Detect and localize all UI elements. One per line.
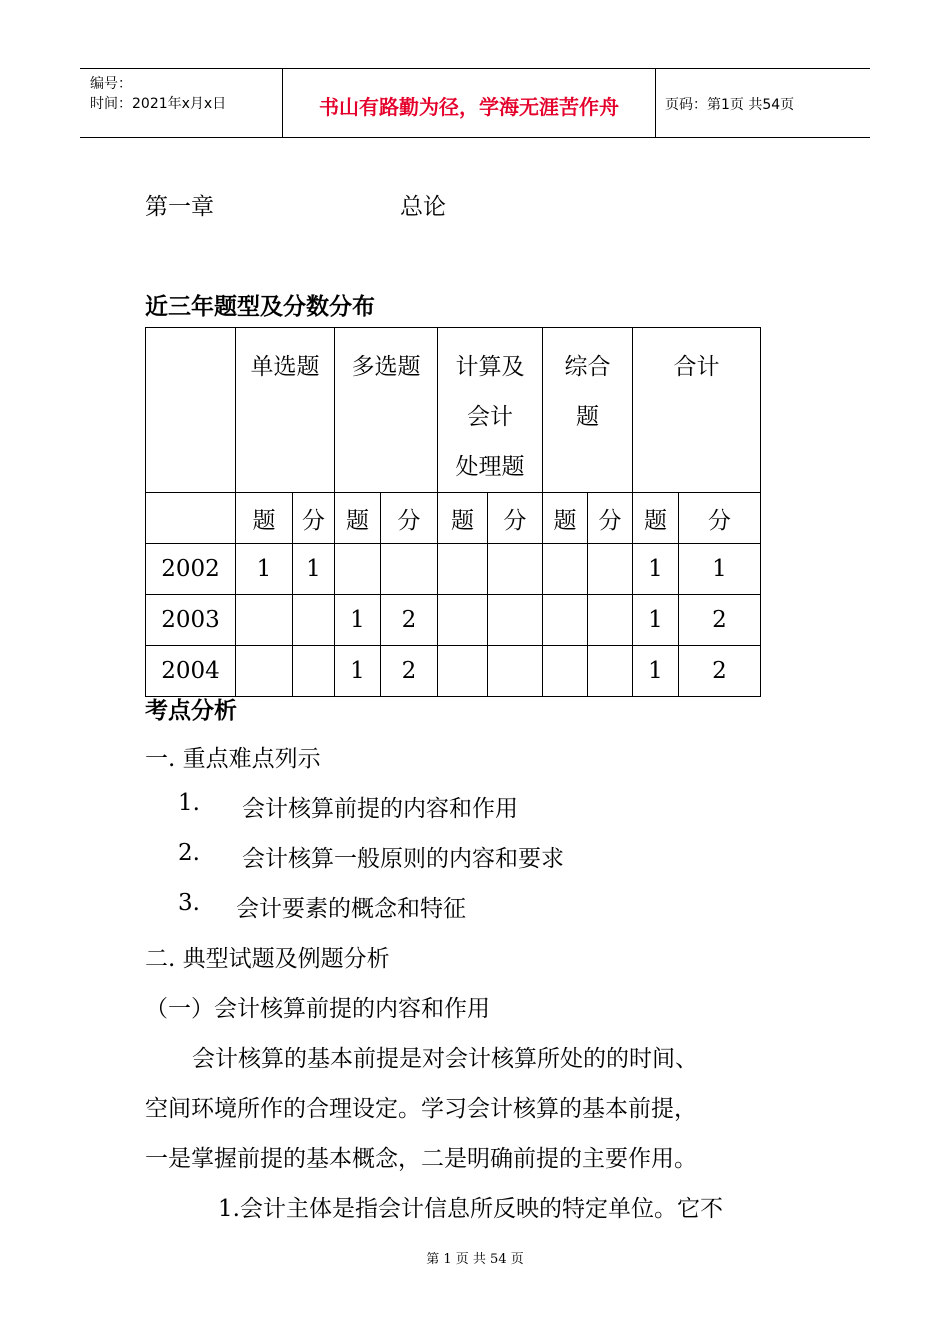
value-cell: 2: [381, 595, 438, 646]
part1-title: 一. 重点难点列示: [145, 746, 321, 772]
header-multi-choice-label: 多选题: [351, 354, 421, 380]
value-cell: [588, 544, 633, 595]
subheader-question-cell: 题: [633, 493, 679, 544]
header-meta: [80, 69, 282, 137]
subheader-score-cell: 分: [381, 493, 438, 544]
score-distribution-table: [145, 327, 761, 697]
value-cell: 2: [679, 595, 761, 646]
chapter-title: 总论: [400, 194, 446, 220]
value-cell: [588, 646, 633, 697]
year-cell: 2003: [146, 595, 236, 646]
header-comprehensive-line: 综合: [564, 354, 611, 380]
header-comprehensive-line: 题: [576, 404, 599, 430]
table-row: [146, 646, 761, 697]
value-cell: 1: [236, 544, 293, 595]
page-info: 页码：第1页 共54页: [665, 97, 795, 113]
value-cell: 1: [633, 595, 679, 646]
paragraph-line: 会计核算的基本前提是对会计核算所处的的时间、: [192, 1046, 698, 1072]
table-header-row: [146, 328, 761, 493]
value-cell: 1: [633, 544, 679, 595]
header-calculation-line: 会计: [467, 404, 513, 430]
list-item-number: 1.: [178, 790, 200, 816]
header-total: [633, 328, 761, 493]
subheader-score-cell: 分: [293, 493, 335, 544]
value-cell: 1: [633, 646, 679, 697]
value-cell: [488, 544, 543, 595]
list-item: 会计要素的概念和特征: [236, 896, 466, 922]
header-single-choice: [236, 328, 335, 493]
value-cell: [588, 595, 633, 646]
part2-subtitle: （一）会计核算前提的内容和作用: [145, 996, 490, 1022]
value-cell: [488, 595, 543, 646]
part2-title: 二. 典型试题及例题分析: [145, 946, 390, 972]
header-multi-choice: [335, 328, 438, 493]
code-label: 编号：: [90, 76, 132, 92]
table-row: [146, 544, 761, 595]
page-footer: 第 1 页 共 54 页: [426, 1252, 524, 1267]
analysis-title: 考点分析: [145, 698, 237, 724]
year-cell: 2004: [146, 646, 236, 697]
table-subheader-row: [146, 493, 761, 544]
paragraph-line: 空间环境所作的合理设定。学习会计核算的基本前提，: [145, 1096, 697, 1122]
subheader-empty-cell: [146, 493, 236, 544]
chapter-number: 第一章: [145, 194, 214, 220]
list-item: 会计核算一般原则的内容和要求: [242, 846, 564, 872]
time-label: 时间：2021年x月x日: [90, 96, 227, 112]
list-item: 会计核算前提的内容和作用: [242, 796, 518, 822]
value-cell: 1: [293, 544, 335, 595]
value-cell: 1: [335, 646, 381, 697]
value-cell: [293, 646, 335, 697]
header-calculation: [438, 328, 543, 493]
value-cell: [543, 544, 588, 595]
value-cell: [381, 544, 438, 595]
value-cell: [236, 595, 293, 646]
section-title: 近三年题型及分数分布: [145, 294, 375, 320]
value-cell: 2: [679, 646, 761, 697]
value-cell: [543, 595, 588, 646]
header-page-cell: [655, 69, 870, 137]
value-cell: 1: [679, 544, 761, 595]
subheader-score-cell: 分: [488, 493, 543, 544]
subheader-question-cell: 题: [236, 493, 293, 544]
value-cell: [438, 646, 488, 697]
subheader-question-cell: 题: [438, 493, 488, 544]
value-cell: [335, 544, 381, 595]
header-total-label: 合计: [673, 354, 720, 380]
header-comprehensive: [543, 328, 633, 493]
subheader-question-cell: 题: [543, 493, 588, 544]
subheader-score-cell: 分: [588, 493, 633, 544]
value-cell: 1: [335, 595, 381, 646]
value-cell: [293, 595, 335, 646]
corner-cell: [146, 328, 236, 493]
header-motto-cell: [282, 69, 656, 137]
value-cell: [488, 646, 543, 697]
year-cell: 2002: [146, 544, 236, 595]
value-cell: [236, 646, 293, 697]
subheader-score-cell: 分: [679, 493, 761, 544]
value-cell: 2: [381, 646, 438, 697]
header-single-choice-label: 单选题: [250, 354, 320, 380]
value-cell: [543, 646, 588, 697]
value-cell: [438, 544, 488, 595]
list-item-number: 2.: [178, 840, 200, 866]
paragraph-line: 1.会计主体是指会计信息所反映的特定单位。它不: [218, 1196, 723, 1222]
header-calculation-line: 处理题: [455, 454, 525, 480]
page-header: [80, 68, 870, 138]
motto: 书山有路勤为径，学海无涯苦作舟: [319, 95, 619, 119]
paragraph-line: 一是掌握前提的基本概念，二是明确前提的主要作用。: [145, 1146, 697, 1172]
header-calculation-line: 计算及: [455, 354, 525, 380]
table-row: [146, 595, 761, 646]
subheader-question-cell: 题: [335, 493, 381, 544]
list-item-number: 3.: [178, 890, 200, 916]
value-cell: [438, 595, 488, 646]
